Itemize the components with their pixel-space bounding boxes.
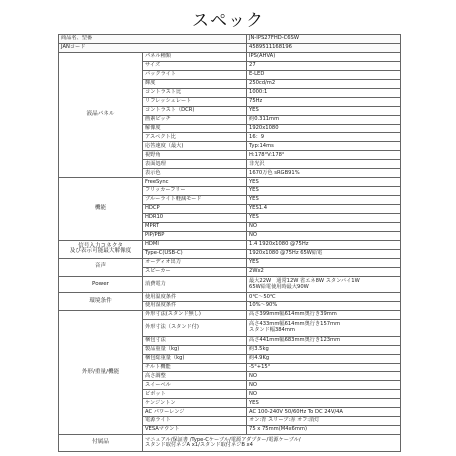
spec-label: バックライト (143, 70, 247, 79)
spec-value: マニュアル/保証書 /Type-Cケーブル/電源アダプター/電源ケーブル/ スタンド取付ネジA x1/スタンド取付ネジB x4 (143, 435, 401, 452)
spec-value: YES1.4 (247, 205, 401, 214)
spec-value: オン:青 スリープ:赤 オフ:消灯 (247, 417, 401, 426)
category-cell: 液晶パネル (59, 52, 143, 177)
spec-label: コントラスト（DCR) (143, 106, 247, 115)
spec-value: 27 (247, 61, 401, 70)
model-value: JN-IPS27FHD-C6SW (247, 35, 401, 44)
spec-label: 電源ライト (143, 417, 247, 426)
spec-label: MPRT (143, 223, 247, 232)
spec-value: 16：9 (247, 133, 401, 142)
jan-value: 4589511168196 (247, 43, 401, 52)
table-row (59, 35, 401, 44)
spec-value: 2Wx2 (247, 267, 401, 276)
spec-value: YES (247, 399, 401, 408)
spec-label: パネル種類 (143, 52, 247, 61)
table-row (59, 435, 401, 452)
spec-value: IPS(AHVA) (247, 52, 401, 61)
spec-label: リフレッシュレート (143, 97, 247, 106)
spec-label: ブルーライト軽減モード (143, 196, 247, 205)
table-row (59, 276, 401, 293)
spec-value: NO (247, 231, 401, 240)
table-row (59, 43, 401, 52)
spec-label: コントラスト比 (143, 88, 247, 97)
category-cell: Power (59, 276, 143, 293)
spec-label: HDMI (143, 240, 247, 249)
spec-value: 高さ433mm幅614mm奥行き157mm スタンド幅384mm (247, 320, 401, 337)
spec-label: ピボット (143, 390, 247, 399)
spec-label: 表示色 (143, 169, 247, 178)
spec-label: 解像度 (143, 124, 247, 133)
spec-label: 画素ピッチ (143, 115, 247, 124)
category-cell: 機能 (59, 178, 143, 241)
spec-value: YES (247, 214, 401, 223)
spec-value: 非光沢 (247, 160, 401, 169)
spec-value: Typ:14ms (247, 142, 401, 151)
spec-value: 75 x 75mm(M4x6mm) (247, 426, 401, 435)
spec-value: YES (247, 187, 401, 196)
category-cell: 信号入力コネクタ 及び表示可能最大解像度 (59, 240, 143, 258)
spec-label: 製品重量（kg) (143, 345, 247, 354)
spec-value: NO (247, 381, 401, 390)
table-row (59, 293, 401, 302)
spec-label: サイズ (143, 61, 247, 70)
spec-label: 梱包総重量（kg) (143, 354, 247, 363)
spec-label: 使用温度条件 (143, 293, 247, 302)
spec-value: 高さ441mm幅683mm奥行き123mm (247, 336, 401, 345)
spec-label: フリッカーフリー (143, 187, 247, 196)
spec-table (58, 34, 401, 452)
spec-value: 75Hz (247, 97, 401, 106)
spec-value: 約0.311mm (247, 115, 401, 124)
spec-label: アスペクト比 (143, 133, 247, 142)
category-cell: 外形/重量/機能 (59, 311, 143, 435)
spec-value: 1000:1 (247, 88, 401, 97)
table-row (59, 52, 401, 61)
spec-value: NO (247, 372, 401, 381)
spec-value: 約3.5kg (247, 345, 401, 354)
spec-label: ケンジントン (143, 399, 247, 408)
spec-value: -5°+15° (247, 363, 401, 372)
table-row (59, 240, 401, 249)
spec-label: 使用湿度条件 (143, 302, 247, 311)
table-row (59, 311, 401, 320)
spec-label: PIP/PBP (143, 231, 247, 240)
spec-value: 0℃～50℃ (247, 293, 401, 302)
spec-label: チルト機能 (143, 363, 247, 372)
spec-value: 最大22W 通常12W 省エネ8W スタンバイ1W 65W給電使用時最大90W (247, 276, 401, 293)
spec-value: 1670万色 sRGB91% (247, 169, 401, 178)
spec-value: 約4.9Kg (247, 354, 401, 363)
spec-label: スピーカー (143, 267, 247, 276)
category-cell: 環境条件 (59, 293, 143, 311)
page-title: スペック (192, 11, 264, 31)
spec-value: YES (247, 196, 401, 205)
spec-value: YES (247, 106, 401, 115)
spec-value: E-LED (247, 70, 401, 79)
spec-label: 外形寸法(スタンド無し) (143, 311, 247, 320)
spec-label: AC パワーレンジ (143, 408, 247, 417)
spec-label: スイーベル (143, 381, 247, 390)
spec-value: 1920x1080 @75Hz 65W給電 (247, 249, 401, 258)
spec-label: 梱包寸法 (143, 336, 247, 345)
spec-value: YES (247, 258, 401, 267)
category-cell: 音声 (59, 258, 143, 276)
spec-label: オーディオ出力 (143, 258, 247, 267)
spec-label: 消費電力 (143, 276, 247, 293)
spec-value: YES (247, 178, 401, 187)
spec-value: AC 100-240V 50/60Hz To DC 24V/4A (247, 408, 401, 417)
spec-label: VESAマウント (143, 426, 247, 435)
spec-value: H:178°V:178° (247, 151, 401, 160)
jan-label: JANコード (59, 43, 247, 52)
spec-value: NO (247, 223, 401, 232)
spec-label: HDR10 (143, 214, 247, 223)
spec-label: 高さ調整 (143, 372, 247, 381)
spec-label: 応答速度（最大) (143, 142, 247, 151)
spec-label: 輝度 (143, 79, 247, 88)
spec-value: 10%～90% (247, 302, 401, 311)
spec-label: Type-C(USB-C) (143, 249, 247, 258)
spec-label: 視野角 (143, 151, 247, 160)
spec-value: NO (247, 390, 401, 399)
table-row (59, 178, 401, 187)
spec-label: FreeSync (143, 178, 247, 187)
spec-label: 表面処理 (143, 160, 247, 169)
spec-value: 250cd/m2 (247, 79, 401, 88)
spec-label: HDCP (143, 205, 247, 214)
spec-value: 1.4 1920x1080 @75Hz (247, 240, 401, 249)
category-cell: 付属品 (59, 435, 143, 452)
spec-label: 外形寸法（スタンド付) (143, 320, 247, 337)
model-label: 商品名、型番 (59, 35, 247, 44)
table-row (59, 258, 401, 267)
spec-value: 高さ399mm幅614mm奥行き39mm (247, 311, 401, 320)
spec-value: 1920x1080 (247, 124, 401, 133)
